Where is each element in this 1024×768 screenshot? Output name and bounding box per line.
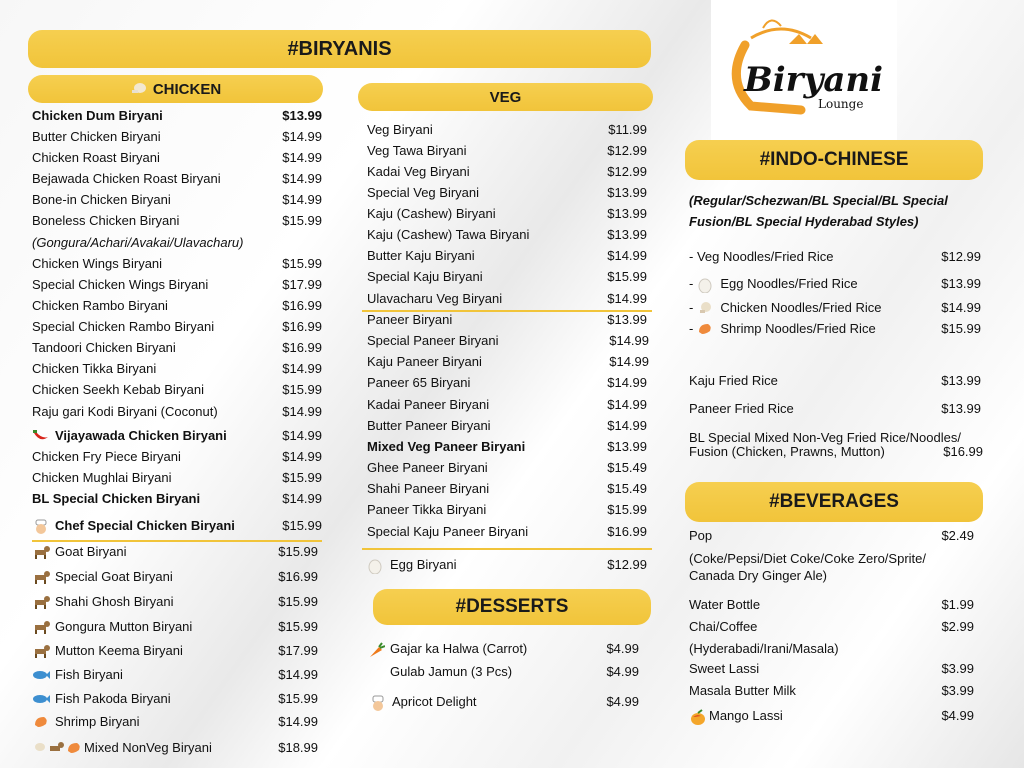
- menu-item: Boneless Chicken Biryani $15.99: [32, 213, 322, 228]
- menu-item: Apricot Delight $4.99: [369, 694, 639, 710]
- menu-item: Tandoori Chicken Biryani $16.99: [32, 340, 322, 355]
- egg-icon: [367, 558, 385, 572]
- desserts-header-text: #DESSERTS: [455, 596, 569, 617]
- menu-item: - Shrimp Noodles/Fried Rice $15.99: [689, 321, 981, 336]
- chicken-leg-icon: [130, 82, 148, 96]
- biryanis-header-text: #BIRYANIS: [287, 37, 392, 60]
- chef-icon: [32, 519, 50, 533]
- logo-name: Biryani: [744, 60, 883, 100]
- menu-item: - Veg Noodles/Fried Rice $12.99: [689, 249, 981, 264]
- menu-item: Mango Lassi $4.99: [689, 708, 974, 724]
- shrimp-icon: [66, 741, 82, 755]
- shrimp-icon: [32, 715, 50, 729]
- menu-item: - Chicken Noodles/Fried Rice $14.99: [689, 300, 981, 315]
- indo-special-line1: BL Special Mixed Non-Veg Fried Rice/Noodles/: [689, 430, 961, 445]
- biryanis-header: [28, 30, 651, 68]
- boneless-note: (Gongura/Achari/Avakai/Ulavacharu): [32, 235, 244, 250]
- menu-item: Veg Tawa Biryani $12.99: [367, 143, 647, 158]
- menu-item: Chicken Wings Biryani $15.99: [32, 256, 322, 271]
- menu-item: Gulab Jamun (3 Pcs) $4.99: [390, 664, 639, 679]
- menu-item: Butter Kaju Biryani $14.99: [367, 248, 647, 263]
- menu-item: Kadai Veg Biryani $12.99: [367, 164, 647, 179]
- carrot-icon: [367, 642, 385, 656]
- desserts-header: [373, 589, 651, 625]
- fish-icon: [32, 668, 50, 682]
- menu-item: Kaju (Cashew) Tawa Biryani $13.99: [367, 227, 647, 242]
- beverages-header: [685, 482, 983, 522]
- menu-item: - Egg Noodles/Fried Rice $13.99: [689, 276, 981, 291]
- menu-item: Special Chicken Wings Biryani $17.99: [32, 277, 322, 292]
- menu-item: Chicken Mughlai Biryani $15.99: [32, 470, 322, 485]
- menu-item: Mixed NonVeg Biryani $18.99: [32, 740, 318, 756]
- menu-item: Masala Butter Milk $3.99: [689, 683, 974, 698]
- indo-styles-line2: Fusion/BL Special Hyderabad Styles): [689, 214, 919, 229]
- menu-item: Butter Paneer Biryani $14.99: [367, 418, 647, 433]
- goat-icon: [32, 595, 50, 609]
- divider: [32, 540, 322, 542]
- menu-item: Bejawada Chicken Roast Biryani $14.99: [32, 171, 322, 186]
- logo-box: [711, 0, 897, 140]
- menu-item: Paneer Tikka Biryani $15.99: [367, 502, 647, 517]
- menu-item: Paneer Biryani $13.99: [367, 312, 647, 327]
- menu-item: Gongura Mutton Biryani $15.99: [32, 619, 318, 635]
- menu-item: Special Veg Biryani $13.99: [367, 185, 647, 200]
- pop-note-line2: Canada Dry Ginger Ale): [689, 568, 828, 583]
- indo-styles-line1: (Regular/Schezwan/BL Special/BL Special: [689, 193, 948, 208]
- menu-item: Chicken Roast Biryani $14.99: [32, 150, 322, 165]
- veg-header-text: VEG: [489, 88, 522, 106]
- menu-item: Chicken Dum Biryani $13.99: [32, 108, 322, 123]
- indo-chinese-header-text: #INDO-CHINESE: [759, 149, 909, 170]
- menu-item: Special Chicken Rambo Biryani $16.99: [32, 319, 322, 334]
- indo-chinese-header: [685, 140, 983, 180]
- fish-icon: [32, 692, 50, 706]
- menu-item: Fish Pakoda Biryani $15.99: [32, 691, 318, 707]
- menu-item: Special Kaju Paneer Biryani $16.99: [367, 524, 647, 539]
- menu-item: Pop $2.49: [689, 528, 974, 543]
- divider: [362, 548, 652, 550]
- menu-item: Raju gari Kodi Biryani (Coconut) $14.99: [32, 404, 322, 419]
- menu-item: Kaju Paneer Biryani $14.99: [367, 354, 649, 369]
- menu-item: Ulavacharu Veg Biryani $14.99: [367, 291, 647, 306]
- menu-item: Vijayawada Chicken Biryani $14.99: [32, 428, 322, 444]
- menu-item: Kaju Fried Rice $13.99: [689, 373, 981, 388]
- menu-item: Egg Biryani $12.99: [367, 557, 647, 573]
- menu-item: Gajar ka Halwa (Carrot) $4.99: [367, 641, 639, 657]
- menu-item: Fusion (Chicken, Prawns, Mutton) $16.99: [689, 444, 983, 459]
- chicken-header-text: CHICKEN: [152, 80, 222, 98]
- menu-item: Paneer Fried Rice $13.99: [689, 401, 981, 416]
- chili-icon: [32, 429, 50, 443]
- menu-item: Chicken Tikka Biryani $14.99: [32, 361, 322, 376]
- mango-icon: [689, 709, 707, 723]
- goat-icon: [32, 570, 50, 584]
- menu-item: Special Kaju Biryani $15.99: [367, 269, 647, 284]
- menu-item: Shahi Ghosh Biryani $15.99: [32, 594, 318, 610]
- menu-item: Fish Biryani $14.99: [32, 667, 318, 683]
- menu-item: Paneer 65 Biryani $14.99: [367, 375, 647, 390]
- menu-item: Chai/Coffee $2.99: [689, 619, 974, 634]
- menu-item: Chicken Seekh Kebab Biryani $15.99: [32, 382, 322, 397]
- menu-item: Mutton Keema Biryani $17.99: [32, 643, 318, 659]
- menu-item: Ghee Paneer Biryani $15.49: [367, 460, 647, 475]
- menu-item: Shrimp Biryani $14.99: [32, 714, 318, 730]
- logo-sub: Lounge: [818, 97, 864, 111]
- beverages-header-text: #BEVERAGES: [769, 491, 899, 512]
- goat-icon: [32, 545, 50, 559]
- menu-item: Special Paneer Biryani $14.99: [367, 333, 649, 348]
- menu-item: Chicken Rambo Biryani $16.99: [32, 298, 322, 313]
- veg-header: [358, 83, 653, 111]
- menu-item: Water Bottle $1.99: [689, 597, 974, 612]
- menu-item: Kaju (Cashew) Biryani $13.99: [367, 206, 647, 221]
- menu-item: Butter Chicken Biryani $14.99: [32, 129, 322, 144]
- egg-icon: [697, 277, 715, 291]
- menu-item: Sweet Lassi $3.99: [689, 661, 974, 676]
- goat-icon: [32, 644, 50, 658]
- chicken-leg-icon: [32, 741, 46, 755]
- menu-item: Chef Special Chicken Biryani $15.99: [32, 518, 322, 534]
- menu-item: Bone-in Chicken Biryani $14.99: [32, 192, 322, 207]
- menu-item: Mixed Veg Paneer Biryani $13.99: [367, 439, 647, 454]
- goat-icon: [48, 741, 64, 755]
- pop-note-line1: (Coke/Pepsi/Diet Coke/Coke Zero/Sprite/: [689, 551, 926, 566]
- menu-item: Veg Biryani $11.99: [367, 122, 647, 137]
- chai-note: (Hyderabadi/Irani/Masala): [689, 641, 839, 656]
- menu-item: Special Goat Biryani $16.99: [32, 569, 318, 585]
- menu-item: Goat Biryani $15.99: [32, 544, 318, 560]
- menu-item: BL Special Chicken Biryani $14.99: [32, 491, 322, 506]
- chef-icon: [369, 695, 387, 709]
- chicken-leg-icon: [697, 301, 715, 315]
- shrimp-icon: [697, 322, 715, 336]
- menu-item: Chicken Fry Piece Biryani $14.99: [32, 449, 322, 464]
- menu-item: Kadai Paneer Biryani $14.99: [367, 397, 647, 412]
- menu-item: Shahi Paneer Biryani $15.49: [367, 481, 647, 496]
- chicken-header: [28, 75, 323, 103]
- goat-icon: [32, 620, 50, 634]
